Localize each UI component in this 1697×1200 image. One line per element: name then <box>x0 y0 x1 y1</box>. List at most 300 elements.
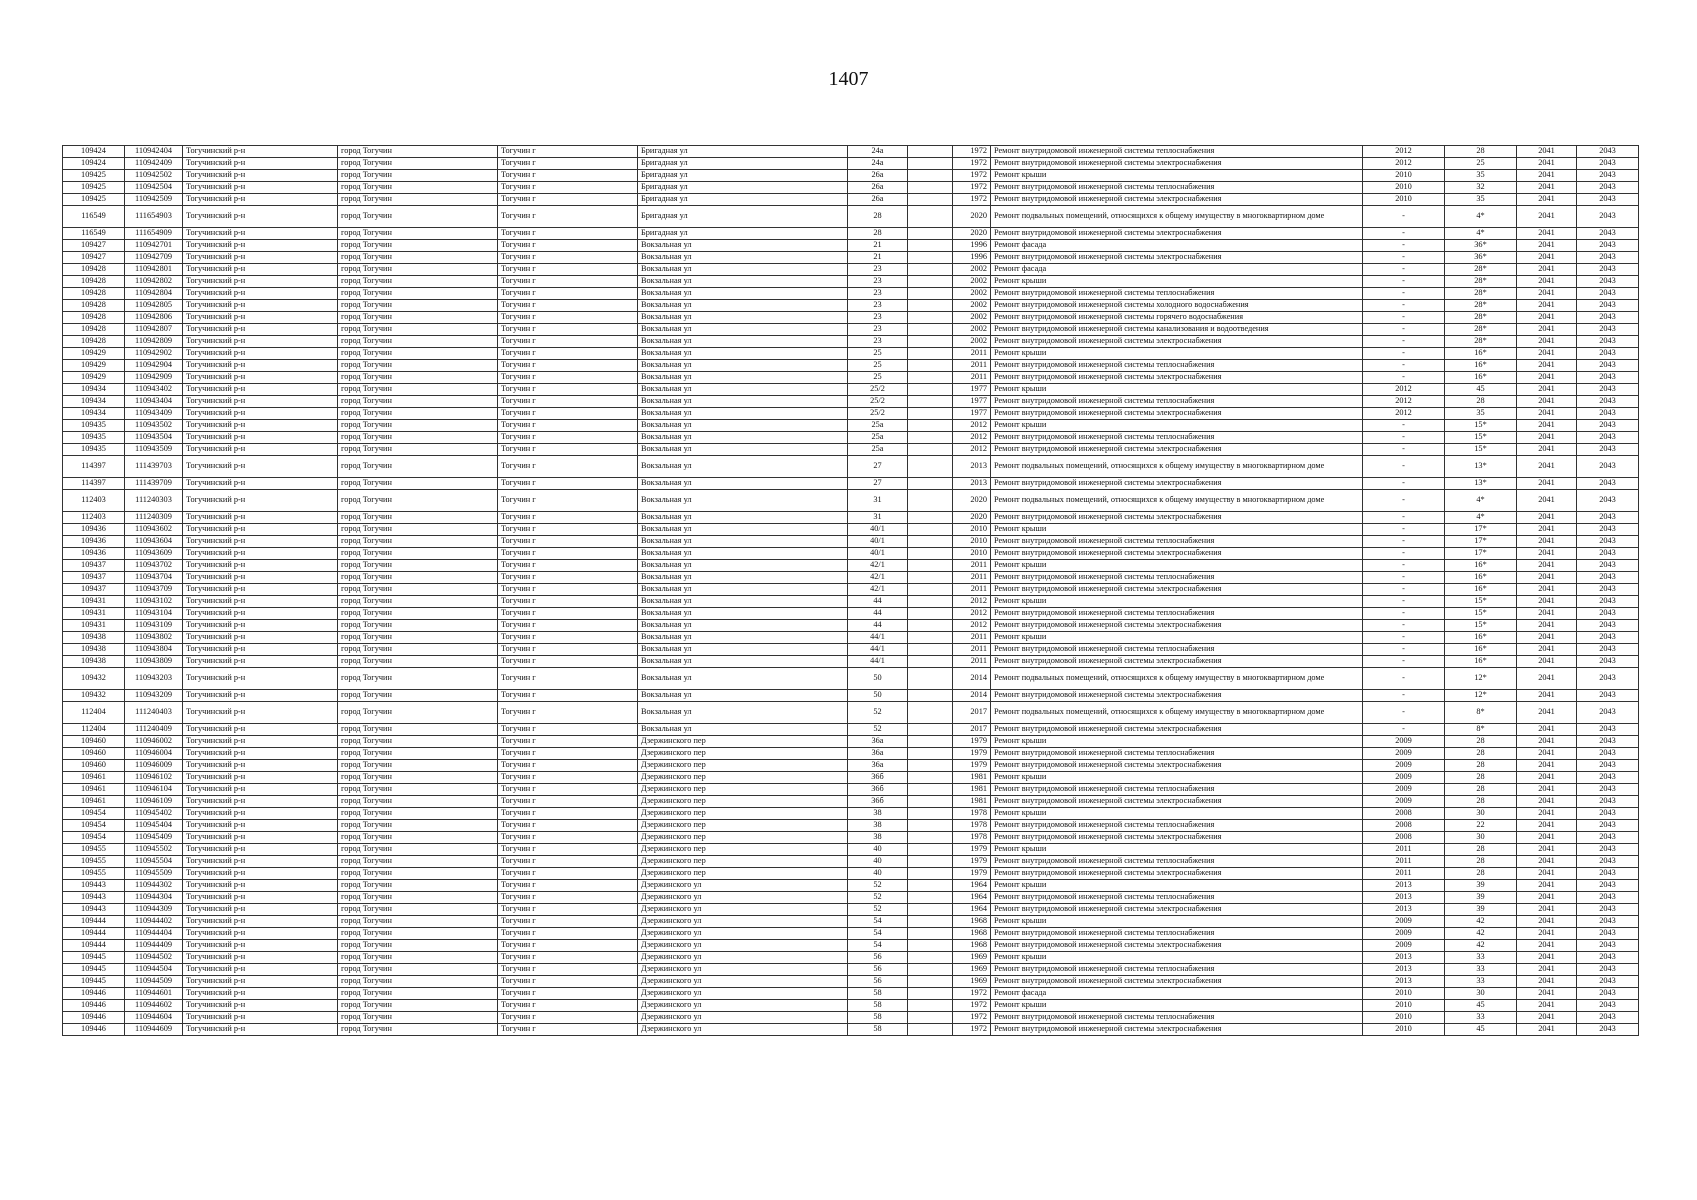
plan-from-cell: 2041 <box>1517 964 1577 976</box>
work-type-cell: Ремонт внутридомовой инженерной системы электроснабжения <box>991 940 1363 952</box>
street-cell: Дзержинского ул <box>638 928 848 940</box>
municipality-cell: город Тогучин <box>338 228 498 240</box>
municipality-cell: город Тогучин <box>338 444 498 456</box>
district-cell: Тогучинский р-н <box>183 724 338 736</box>
street-cell: Вокзальная ул <box>638 620 848 632</box>
district-cell: Тогучинский р-н <box>183 940 338 952</box>
table-row <box>63 772 1639 784</box>
settlement-cell: Тогучин г <box>498 952 638 964</box>
street-cell: Дзержинского пер <box>638 832 848 844</box>
house-number-cell: 25 <box>848 360 908 372</box>
work-code-cell: 111240409 <box>125 724 183 736</box>
last-repair-year-cell: 2009 <box>1363 940 1445 952</box>
last-repair-year-cell: - <box>1363 724 1445 736</box>
house-number-cell: 25 <box>848 348 908 360</box>
work-code-cell: 111654909 <box>125 228 183 240</box>
settlement-cell: Тогучин г <box>498 312 638 324</box>
table-row <box>63 940 1639 952</box>
plan-from-cell: 2041 <box>1517 288 1577 300</box>
house-number-cell: 21 <box>848 252 908 264</box>
house-id-cell: 109438 <box>63 632 125 644</box>
build-year-cell: 1978 <box>953 832 991 844</box>
table-row <box>63 976 1639 988</box>
last-repair-year-cell: - <box>1363 584 1445 596</box>
build-year-cell: 1964 <box>953 880 991 892</box>
table-row <box>63 596 1639 608</box>
plan-to-cell: 2043 <box>1577 928 1639 940</box>
work-code-cell: 110944409 <box>125 940 183 952</box>
build-year-cell: 2010 <box>953 548 991 560</box>
last-repair-year-cell: 2013 <box>1363 976 1445 988</box>
municipality-cell: город Тогучин <box>338 632 498 644</box>
house-number-cell: 54 <box>848 916 908 928</box>
last-repair-year-cell: 2009 <box>1363 772 1445 784</box>
plan-from-cell: 2041 <box>1517 276 1577 288</box>
house-id-cell: 109444 <box>63 916 125 928</box>
municipality-cell: город Тогучин <box>338 820 498 832</box>
plan-to-cell: 2043 <box>1577 240 1639 252</box>
settlement-cell: Тогучин г <box>498 632 638 644</box>
district-cell: Тогучинский р-н <box>183 572 338 584</box>
build-year-cell: 2002 <box>953 288 991 300</box>
house-id-cell: 109432 <box>63 690 125 702</box>
plan-from-cell: 2041 <box>1517 206 1577 228</box>
last-repair-year-cell: - <box>1363 644 1445 656</box>
district-cell: Тогучинский р-н <box>183 182 338 194</box>
table-row <box>63 844 1639 856</box>
extra-cell <box>908 772 953 784</box>
settlement-cell: Тогучин г <box>498 170 638 182</box>
settlement-cell: Тогучин г <box>498 868 638 880</box>
last-repair-year-cell: - <box>1363 478 1445 490</box>
settlement-cell: Тогучин г <box>498 736 638 748</box>
house-id-cell: 109425 <box>63 182 125 194</box>
house-number-cell: 27 <box>848 478 908 490</box>
service-life-cell: 16* <box>1445 584 1517 596</box>
plan-from-cell: 2041 <box>1517 988 1577 1000</box>
extra-cell <box>908 952 953 964</box>
district-cell: Тогучинский р-н <box>183 596 338 608</box>
municipality-cell: город Тогучин <box>338 928 498 940</box>
house-number-cell: 36б <box>848 784 908 796</box>
extra-cell <box>908 276 953 288</box>
last-repair-year-cell: 2010 <box>1363 988 1445 1000</box>
service-life-cell: 28 <box>1445 146 1517 158</box>
house-id-cell: 114397 <box>63 456 125 478</box>
street-cell: Вокзальная ул <box>638 240 848 252</box>
district-cell: Тогучинский р-н <box>183 988 338 1000</box>
settlement-cell: Тогучин г <box>498 748 638 760</box>
municipality-cell: город Тогучин <box>338 146 498 158</box>
extra-cell <box>908 182 953 194</box>
house-number-cell: 23 <box>848 276 908 288</box>
work-type-cell: Ремонт внутридомовой инженерной системы канализования и водоотведения <box>991 324 1363 336</box>
house-id-cell: 109428 <box>63 264 125 276</box>
work-type-cell: Ремонт подвальных помещений, относящихся к общему имуществу в многоквартирном доме <box>991 206 1363 228</box>
work-code-cell: 110942805 <box>125 300 183 312</box>
build-year-cell: 1978 <box>953 808 991 820</box>
extra-cell <box>908 348 953 360</box>
street-cell: Вокзальная ул <box>638 512 848 524</box>
last-repair-year-cell: - <box>1363 444 1445 456</box>
municipality-cell: город Тогучин <box>338 384 498 396</box>
service-life-cell: 8* <box>1445 702 1517 724</box>
house-id-cell: 109446 <box>63 1000 125 1012</box>
work-type-cell: Ремонт внутридомовой инженерной системы горячего водоснабжения <box>991 312 1363 324</box>
house-number-cell: 25а <box>848 444 908 456</box>
extra-cell <box>908 724 953 736</box>
service-life-cell: 15* <box>1445 420 1517 432</box>
municipality-cell: город Тогучин <box>338 880 498 892</box>
service-life-cell: 33 <box>1445 1012 1517 1024</box>
house-number-cell: 36а <box>848 748 908 760</box>
work-type-cell: Ремонт внутридомовой инженерной системы электроснабжения <box>991 832 1363 844</box>
plan-from-cell: 2041 <box>1517 396 1577 408</box>
build-year-cell: 1996 <box>953 252 991 264</box>
work-type-cell: Ремонт внутридомовой инженерной системы электроснабжения <box>991 976 1363 988</box>
house-number-cell: 44 <box>848 608 908 620</box>
street-cell: Бригадная ул <box>638 158 848 170</box>
work-code-cell: 110945509 <box>125 868 183 880</box>
work-type-cell: Ремонт внутридомовой инженерной системы теплоснабжения <box>991 146 1363 158</box>
district-cell: Тогучинский р-н <box>183 880 338 892</box>
street-cell: Дзержинского ул <box>638 904 848 916</box>
plan-from-cell: 2041 <box>1517 632 1577 644</box>
work-type-cell: Ремонт внутридомовой инженерной системы теплоснабжения <box>991 964 1363 976</box>
municipality-cell: город Тогучин <box>338 1024 498 1036</box>
house-number-cell: 23 <box>848 288 908 300</box>
house-number-cell: 58 <box>848 1024 908 1036</box>
house-number-cell: 40/1 <box>848 536 908 548</box>
last-repair-year-cell: - <box>1363 228 1445 240</box>
build-year-cell: 2002 <box>953 336 991 348</box>
house-number-cell: 31 <box>848 512 908 524</box>
table-row <box>63 1012 1639 1024</box>
service-life-cell: 28* <box>1445 276 1517 288</box>
plan-from-cell: 2041 <box>1517 868 1577 880</box>
street-cell: Дзержинского пер <box>638 820 848 832</box>
work-type-cell: Ремонт крыши <box>991 808 1363 820</box>
extra-cell <box>908 702 953 724</box>
plan-to-cell: 2043 <box>1577 868 1639 880</box>
plan-to-cell: 2043 <box>1577 360 1639 372</box>
plan-to-cell: 2043 <box>1577 1024 1639 1036</box>
house-id-cell: 109436 <box>63 524 125 536</box>
plan-from-cell: 2041 <box>1517 784 1577 796</box>
extra-cell <box>908 170 953 182</box>
house-number-cell: 56 <box>848 964 908 976</box>
house-id-cell: 109436 <box>63 536 125 548</box>
municipality-cell: город Тогучин <box>338 760 498 772</box>
extra-cell <box>908 748 953 760</box>
street-cell: Дзержинского ул <box>638 940 848 952</box>
municipality-cell: город Тогучин <box>338 668 498 690</box>
house-id-cell: 109444 <box>63 928 125 940</box>
settlement-cell: Тогучин г <box>498 880 638 892</box>
settlement-cell: Тогучин г <box>498 560 638 572</box>
work-type-cell: Ремонт внутридомовой инженерной системы теплоснабжения <box>991 608 1363 620</box>
district-cell: Тогучинский р-н <box>183 904 338 916</box>
plan-from-cell: 2041 <box>1517 490 1577 512</box>
service-life-cell: 16* <box>1445 372 1517 384</box>
plan-to-cell: 2043 <box>1577 408 1639 420</box>
plan-to-cell: 2043 <box>1577 724 1639 736</box>
settlement-cell: Тогучин г <box>498 182 638 194</box>
work-type-cell: Ремонт внутридомовой инженерной системы электроснабжения <box>991 512 1363 524</box>
table-row <box>63 784 1639 796</box>
work-type-cell: Ремонт крыши <box>991 276 1363 288</box>
district-cell: Тогучинский р-н <box>183 512 338 524</box>
street-cell: Дзержинского пер <box>638 796 848 808</box>
house-number-cell: 44/1 <box>848 632 908 644</box>
last-repair-year-cell: 2011 <box>1363 856 1445 868</box>
last-repair-year-cell: 2009 <box>1363 916 1445 928</box>
district-cell: Тогучинский р-н <box>183 444 338 456</box>
house-id-cell: 112404 <box>63 724 125 736</box>
work-code-cell: 110943502 <box>125 420 183 432</box>
work-type-cell: Ремонт крыши <box>991 170 1363 182</box>
service-life-cell: 45 <box>1445 1000 1517 1012</box>
extra-cell <box>908 656 953 668</box>
last-repair-year-cell: - <box>1363 372 1445 384</box>
table-row <box>63 880 1639 892</box>
house-id-cell: 109438 <box>63 644 125 656</box>
municipality-cell: город Тогучин <box>338 420 498 432</box>
settlement-cell: Тогучин г <box>498 656 638 668</box>
build-year-cell: 2013 <box>953 456 991 478</box>
work-code-cell: 110942904 <box>125 360 183 372</box>
work-code-cell: 110943504 <box>125 432 183 444</box>
house-number-cell: 25 <box>848 372 908 384</box>
service-life-cell: 42 <box>1445 916 1517 928</box>
last-repair-year-cell: 2009 <box>1363 784 1445 796</box>
last-repair-year-cell: 2013 <box>1363 964 1445 976</box>
house-number-cell: 40/1 <box>848 524 908 536</box>
municipality-cell: город Тогучин <box>338 620 498 632</box>
service-life-cell: 39 <box>1445 880 1517 892</box>
plan-to-cell: 2043 <box>1577 170 1639 182</box>
house-number-cell: 23 <box>848 264 908 276</box>
street-cell: Вокзальная ул <box>638 264 848 276</box>
extra-cell <box>908 832 953 844</box>
street-cell: Вокзальная ул <box>638 360 848 372</box>
house-id-cell: 109461 <box>63 784 125 796</box>
street-cell: Вокзальная ул <box>638 252 848 264</box>
service-life-cell: 33 <box>1445 964 1517 976</box>
settlement-cell: Тогучин г <box>498 408 638 420</box>
municipality-cell: город Тогучин <box>338 512 498 524</box>
street-cell: Дзержинского ул <box>638 916 848 928</box>
plan-to-cell: 2043 <box>1577 690 1639 702</box>
settlement-cell: Тогучин г <box>498 264 638 276</box>
work-code-cell: 110946009 <box>125 760 183 772</box>
work-type-cell: Ремонт крыши <box>991 1000 1363 1012</box>
street-cell: Дзержинского пер <box>638 808 848 820</box>
extra-cell <box>908 904 953 916</box>
service-life-cell: 4* <box>1445 490 1517 512</box>
work-code-cell: 110945504 <box>125 856 183 868</box>
plan-from-cell: 2041 <box>1517 264 1577 276</box>
municipality-cell: город Тогучин <box>338 408 498 420</box>
service-life-cell: 17* <box>1445 536 1517 548</box>
build-year-cell: 1972 <box>953 194 991 206</box>
extra-cell <box>908 644 953 656</box>
build-year-cell: 1968 <box>953 916 991 928</box>
settlement-cell: Тогучин г <box>498 384 638 396</box>
work-type-cell: Ремонт фасада <box>991 240 1363 252</box>
plan-to-cell: 2043 <box>1577 632 1639 644</box>
service-life-cell: 28 <box>1445 796 1517 808</box>
work-type-cell: Ремонт внутридомовой инженерной системы электроснабжения <box>991 444 1363 456</box>
last-repair-year-cell: 2008 <box>1363 820 1445 832</box>
district-cell: Тогучинский р-н <box>183 644 338 656</box>
work-code-cell: 111439703 <box>125 456 183 478</box>
last-repair-year-cell: - <box>1363 656 1445 668</box>
last-repair-year-cell: 2010 <box>1363 1012 1445 1024</box>
plan-from-cell: 2041 <box>1517 724 1577 736</box>
build-year-cell: 2012 <box>953 596 991 608</box>
house-number-cell: 27 <box>848 456 908 478</box>
street-cell: Дзержинского пер <box>638 736 848 748</box>
last-repair-year-cell: - <box>1363 690 1445 702</box>
work-type-cell: Ремонт внутридомовой инженерной системы теплоснабжения <box>991 820 1363 832</box>
street-cell: Вокзальная ул <box>638 536 848 548</box>
municipality-cell: город Тогучин <box>338 952 498 964</box>
settlement-cell: Тогучин г <box>498 536 638 548</box>
table-row <box>63 820 1639 832</box>
district-cell: Тогучинский р-н <box>183 772 338 784</box>
house-id-cell: 109431 <box>63 608 125 620</box>
street-cell: Вокзальная ул <box>638 524 848 536</box>
last-repair-year-cell: 2013 <box>1363 904 1445 916</box>
street-cell: Вокзальная ул <box>638 444 848 456</box>
municipality-cell: город Тогучин <box>338 194 498 206</box>
service-life-cell: 12* <box>1445 690 1517 702</box>
street-cell: Дзержинского ул <box>638 880 848 892</box>
house-number-cell: 23 <box>848 312 908 324</box>
plan-to-cell: 2043 <box>1577 1012 1639 1024</box>
settlement-cell: Тогучин г <box>498 348 638 360</box>
settlement-cell: Тогучин г <box>498 206 638 228</box>
house-id-cell: 109424 <box>63 158 125 170</box>
build-year-cell: 1978 <box>953 820 991 832</box>
plan-to-cell: 2043 <box>1577 158 1639 170</box>
table-row <box>63 952 1639 964</box>
work-type-cell: Ремонт внутридомовой инженерной системы электроснабжения <box>991 336 1363 348</box>
last-repair-year-cell: - <box>1363 702 1445 724</box>
settlement-cell: Тогучин г <box>498 228 638 240</box>
last-repair-year-cell: - <box>1363 348 1445 360</box>
build-year-cell: 1979 <box>953 760 991 772</box>
plan-to-cell: 2043 <box>1577 300 1639 312</box>
last-repair-year-cell: 2011 <box>1363 868 1445 880</box>
work-type-cell: Ремонт внутридомовой инженерной системы теплоснабжения <box>991 784 1363 796</box>
district-cell: Тогучинский р-н <box>183 964 338 976</box>
table-row <box>63 372 1639 384</box>
municipality-cell: город Тогучин <box>338 490 498 512</box>
municipality-cell: город Тогучин <box>338 182 498 194</box>
house-number-cell: 44/1 <box>848 644 908 656</box>
street-cell: Дзержинского пер <box>638 856 848 868</box>
settlement-cell: Тогучин г <box>498 524 638 536</box>
municipality-cell: город Тогучин <box>338 300 498 312</box>
house-number-cell: 50 <box>848 668 908 690</box>
house-number-cell: 40/1 <box>848 548 908 560</box>
extra-cell <box>908 584 953 596</box>
house-number-cell: 52 <box>848 892 908 904</box>
build-year-cell: 1979 <box>953 844 991 856</box>
plan-to-cell: 2043 <box>1577 608 1639 620</box>
street-cell: Дзержинского пер <box>638 748 848 760</box>
house-id-cell: 109461 <box>63 772 125 784</box>
last-repair-year-cell: 2013 <box>1363 952 1445 964</box>
extra-cell <box>908 1012 953 1024</box>
service-life-cell: 45 <box>1445 384 1517 396</box>
settlement-cell: Тогучин г <box>498 644 638 656</box>
work-code-cell: 110944604 <box>125 1012 183 1024</box>
last-repair-year-cell: 2010 <box>1363 1024 1445 1036</box>
house-number-cell: 23 <box>848 336 908 348</box>
work-type-cell: Ремонт внутридомовой инженерной системы электроснабжения <box>991 252 1363 264</box>
plan-from-cell: 2041 <box>1517 668 1577 690</box>
work-type-cell: Ремонт внутридомовой инженерной системы теплоснабжения <box>991 1012 1363 1024</box>
municipality-cell: город Тогучин <box>338 796 498 808</box>
house-number-cell: 23 <box>848 300 908 312</box>
work-type-cell: Ремонт крыши <box>991 524 1363 536</box>
last-repair-year-cell: 2010 <box>1363 1000 1445 1012</box>
street-cell: Вокзальная ул <box>638 420 848 432</box>
municipality-cell: город Тогучин <box>338 584 498 596</box>
house-number-cell: 40 <box>848 868 908 880</box>
street-cell: Вокзальная ул <box>638 372 848 384</box>
table-row <box>63 396 1639 408</box>
house-id-cell: 109446 <box>63 988 125 1000</box>
work-code-cell: 111240303 <box>125 490 183 512</box>
house-number-cell: 38 <box>848 832 908 844</box>
house-number-cell: 44 <box>848 620 908 632</box>
plan-from-cell: 2041 <box>1517 572 1577 584</box>
build-year-cell: 1977 <box>953 384 991 396</box>
district-cell: Тогучинский р-н <box>183 146 338 158</box>
settlement-cell: Тогучин г <box>498 608 638 620</box>
last-repair-year-cell: 2012 <box>1363 408 1445 420</box>
settlement-cell: Тогучин г <box>498 668 638 690</box>
house-number-cell: 40 <box>848 844 908 856</box>
street-cell: Вокзальная ул <box>638 656 848 668</box>
work-code-cell: 110942902 <box>125 348 183 360</box>
street-cell: Бригадная ул <box>638 146 848 158</box>
plan-to-cell: 2043 <box>1577 524 1639 536</box>
extra-cell <box>908 384 953 396</box>
table-row <box>63 456 1639 478</box>
plan-to-cell: 2043 <box>1577 512 1639 524</box>
municipality-cell: город Тогучин <box>338 772 498 784</box>
build-year-cell: 1972 <box>953 988 991 1000</box>
table-row <box>63 572 1639 584</box>
extra-cell <box>908 324 953 336</box>
work-code-cell: 110942504 <box>125 182 183 194</box>
build-year-cell: 1964 <box>953 892 991 904</box>
build-year-cell: 2012 <box>953 420 991 432</box>
work-type-cell: Ремонт внутридомовой инженерной системы теплоснабжения <box>991 572 1363 584</box>
street-cell: Дзержинского ул <box>638 988 848 1000</box>
house-number-cell: 42/1 <box>848 560 908 572</box>
last-repair-year-cell: - <box>1363 596 1445 608</box>
district-cell: Тогучинский р-н <box>183 1012 338 1024</box>
extra-cell <box>908 300 953 312</box>
district-cell: Тогучинский р-н <box>183 668 338 690</box>
last-repair-year-cell: 2010 <box>1363 194 1445 206</box>
